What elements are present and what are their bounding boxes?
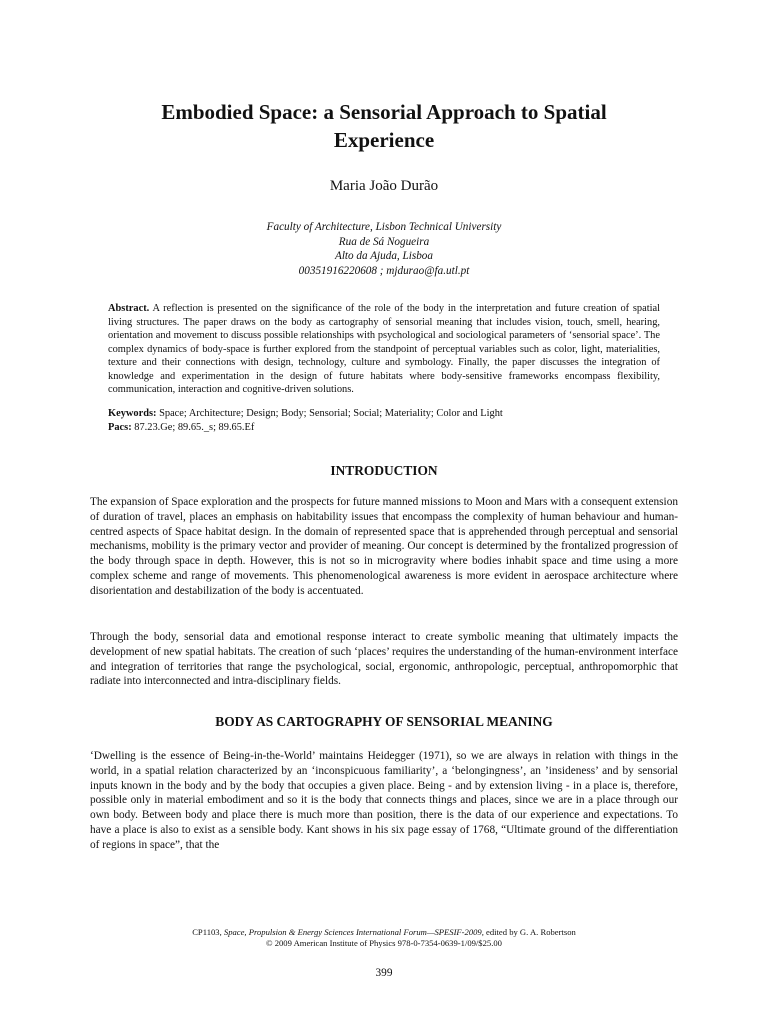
affiliation-line-3: Alto da Ajuda, Lisboa bbox=[334, 250, 433, 263]
intro-paragraph-1: The expansion of Space exploration and the prospects for future manned missions to Moon and Mars with a consequent extension of duration of travel, places an emphasis on habitability issues that encompass the complexity of human behaviour and human-centred aspects of Space habitat design. In the domain of represented space that is apprehended through perceptual and sensorial mechanisms, mobility is the primary vector and provider of meaning. Our concept is determined by the frontalized progression of the body through space in depth. However, this is not so in microgravity where bodies inhabit space and time using a more complex scheme and range of movements. This phenomenological awareness is more evident in aerospace architecture where disorientation and destabilization of the body is accentuated. bbox=[90, 496, 678, 597]
abstract-text: A reflection is presented on the significance of the role of the body in the interpretation and future creation of spatial living structures. The paper draws on the body as cartography of sensorial meaning that includes vision, touch, smell, hearing, orientation and movement to discuss possible relationships with psychological and sociological parameters of ‘sensorial space’. The complex dynamics of body-space is further explored from the standpoint of perceptual variables such as color, light, materialities, texture and their connections with design, technology, culture and symbology. Finally, the paper discusses the integration of knowledge and experimentation in the design of future habitats where body-sensitive frameworks encompass flexibility, communication, interaction and cognitive-driven solutions. bbox=[108, 303, 660, 395]
footer-editor: edited by G. A. Robertson bbox=[486, 927, 576, 937]
keywords-text: Space; Architecture; Design; Body; Sensorial; Social; Materiality; Color and Light bbox=[159, 408, 503, 419]
body-paragraph-1: ‘Dwelling is the essence of Being-in-the-World’ maintains Heidegger (1971), so we are always in relation with things in the world, in a spatial relation characterized by an ‘inconspicuous familiarity’, a ‘belongingness’, an ’insideness’ and by sensorial inputs known in the body and by the body that occupies a given place. Being - and by extension living - in a place is, therefore, possible only in material embodiment and so it is the body that connects things and places, since we are in a place through our own body. Between body and place there is much more than position, there is the data of our experience and expectations. To have a place is also to exist as a sensible body. Kant shows in his six page essay of 1768, “Ultimate ground of the differentiation of regions in space”, that the bbox=[90, 750, 678, 851]
section-heading-introduction: INTRODUCTION bbox=[330, 463, 438, 478]
footer-prefix: CP1103, bbox=[192, 927, 222, 937]
abstract bbox=[108, 302, 660, 397]
title-line-1: Embodied Space: a Sensorial Approach to Spatial bbox=[161, 100, 607, 124]
author-name: Maria João Durão bbox=[329, 178, 439, 194]
footer-line-1 bbox=[90, 927, 678, 938]
intro-paragraph-2: Through the body, sensorial data and emotional response interact to create symbolic meaning that ultimately impacts the development of new spatial habitats. The creation of such ‘places’ requires the understanding of the human-environment interface and integration of territories that range the psychological, social, ergonomic, anthropologic, perceptual, anthropomorphic that radiate into interconnected and intra-disciplinary fields. bbox=[90, 631, 678, 688]
keywords-label: Keywords: bbox=[108, 408, 157, 419]
abstract-label: Abstract. bbox=[108, 303, 150, 314]
affiliation-line-4: 00351916220608 ; mjdurao@fa.utl.pt bbox=[298, 264, 470, 277]
footer-proceedings: Space, Propulsion & Energy Sciences International Forum—SPESIF-2009, bbox=[223, 927, 484, 937]
keywords-line bbox=[108, 407, 660, 421]
section-heading-body-cartography: BODY AS CARTOGRAPHY OF SENSORIAL MEANING bbox=[215, 714, 553, 729]
footer-citation bbox=[90, 927, 678, 949]
footer-copyright: © 2009 American Institute of Physics 978-0-7354-0639-1/09/$25.00 bbox=[266, 938, 502, 948]
page-number: 399 bbox=[375, 967, 393, 979]
title-line-2: Experience bbox=[333, 128, 435, 152]
pacs-label: Pacs: bbox=[108, 421, 132, 433]
affiliation-line-2: Rua de Sá Nogueira bbox=[338, 235, 430, 248]
affiliation bbox=[90, 220, 678, 278]
paper-title bbox=[90, 98, 678, 154]
keywords-block bbox=[108, 407, 660, 434]
pacs-text: 87.23.Ge; 89.65._s; 89.65.Ef bbox=[134, 421, 255, 433]
affiliation-line-1: Faculty of Architecture, Lisbon Technical University bbox=[266, 221, 502, 233]
pacs-line bbox=[108, 421, 660, 435]
